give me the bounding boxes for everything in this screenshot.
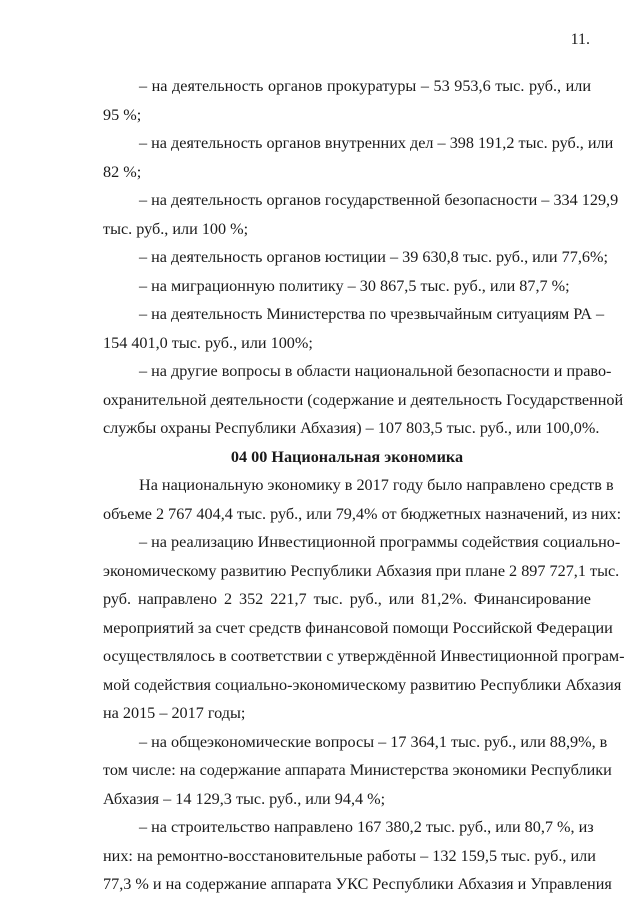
section-heading: 04 00 Национальная экономика [230, 447, 464, 466]
text-line: мой содействия социально-экономическому развитию Республики Абхазия [103, 675, 622, 694]
text-line: службы охраны Республики Абхазия) – 107 803,5 тыс. руб., или 100,0%. [103, 419, 600, 437]
body-text [103, 72, 625, 899]
text-line: том числе: на содержание аппарата Министерства экономики Республики [103, 761, 612, 779]
text-line: – на деятельность органов внутренних дел – 398 191,2 тыс. руб., или [139, 134, 614, 152]
text-line: руб. направлено 2 352 221,7 тыс. руб., или 81,2%. Финансирование [103, 590, 591, 608]
text-line: – на деятельность органов юстиции – 39 630,8 тыс. руб., или 77,6%; [139, 248, 608, 266]
text-line: осуществлялось в соответствии с утверждённой Инвестиционной програм- [103, 647, 625, 665]
text-line: – на миграционную политику – 30 867,5 тыс. руб., или 87,7 %; [139, 276, 570, 295]
text-line: Абхазия – 14 129,3 тыс. руб., или 94,4 %; [103, 789, 386, 808]
text-line: 154 401,0 тыс. руб., или 100%; [103, 333, 313, 352]
text-line: 95 %; [103, 105, 142, 124]
text-line: На национальную экономику в 2017 году было направлено средств в [139, 476, 614, 494]
text-line: – на деятельность органов прокуратуры – 53 953,6 тыс. руб., или [139, 77, 591, 95]
text-line: – на общеэкономические вопросы – 17 364,1 тыс. руб., или 88,9%, в [139, 732, 608, 751]
text-line: – на деятельность органов государственной безопасности – 334 129,9 [139, 191, 619, 209]
text-line: – на строительство направлено 167 380,2 тыс. руб., или 80,7 %, из [139, 818, 594, 836]
page-number: 11. [570, 31, 590, 48]
text-line: мероприятий за счет средств финансовой помощи Российской Федерации [103, 618, 613, 637]
text-line: – на деятельность Министерства по чрезвычайным ситуациям РА – [139, 305, 605, 323]
text-line: 82 %; [103, 162, 142, 181]
text-line: тыс. руб., или 100 %; [103, 219, 249, 238]
text-line: охранительной деятельности (содержание и деятельность Государственной [103, 390, 624, 409]
text-line: экономическому развитию Республики Абхазия при плане 2 897 727,1 тыс. [103, 561, 620, 580]
text-line: объеме 2 767 404,4 тыс. руб., или 79,4% от бюджетных назначений, из них: [103, 504, 622, 523]
text-line: на 2015 – 2017 годы; [103, 704, 246, 722]
text-line: 77,3 % и на содержание аппарата УКС Республики Абхазия и Управления [103, 875, 612, 893]
text-line: – на другие вопросы в области национальной безопасности и право- [139, 362, 612, 380]
text-line: – на реализацию Инвестиционной программы содействия социально- [139, 533, 621, 551]
text-line: них: на ремонтно-восстановительные работы – 132 159,5 тыс. руб., или [103, 846, 596, 865]
